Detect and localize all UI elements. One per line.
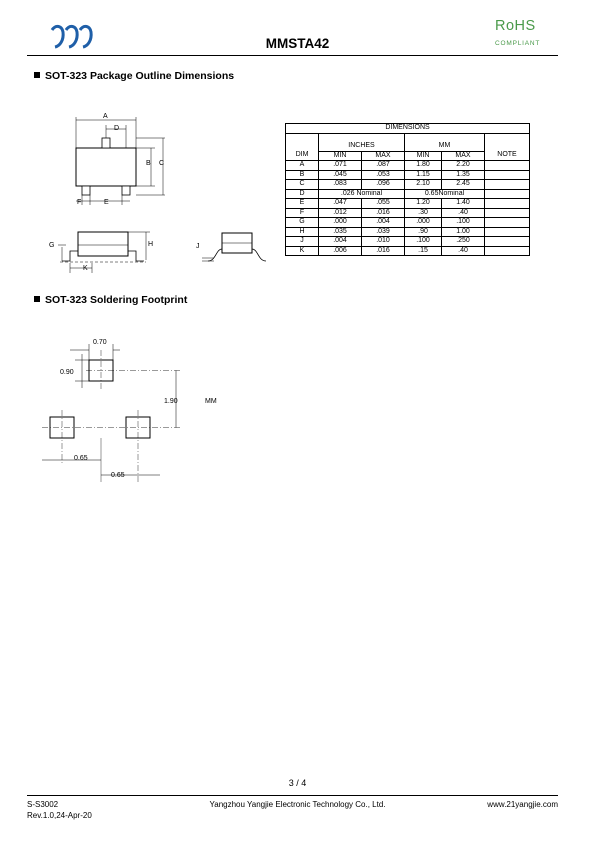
table-cell: .016 xyxy=(362,246,405,256)
dim-label-j: J xyxy=(196,243,200,250)
table-cell: E xyxy=(286,199,319,209)
table-row xyxy=(286,218,530,228)
dim-label-k: K xyxy=(83,265,88,272)
table-cell: .096 xyxy=(362,180,405,190)
package-outline-drawing xyxy=(40,105,280,285)
table-cell: .15 xyxy=(405,246,442,256)
rohs-badge: RoHS xyxy=(495,18,536,34)
table-cell: H xyxy=(286,227,319,237)
table-cell: .012 xyxy=(319,208,362,218)
table-cell: .016 xyxy=(362,208,405,218)
footer-divider xyxy=(27,795,558,796)
table-cell: B xyxy=(286,170,319,180)
inches-min-header: MIN xyxy=(319,151,362,161)
table-cell-note xyxy=(485,180,530,190)
table-cell-note xyxy=(485,237,530,247)
dim-label-a: A xyxy=(103,113,108,120)
table-cell-note xyxy=(485,208,530,218)
table-cell: .047 xyxy=(319,199,362,209)
dim-label-h: H xyxy=(148,241,154,248)
dim-label-e: E xyxy=(104,199,109,206)
table-cell: .035 xyxy=(319,227,362,237)
table-cell-note xyxy=(485,189,530,199)
table-cell: .250 xyxy=(442,237,485,247)
table-cell: G xyxy=(286,218,319,228)
dimensions-table xyxy=(285,123,530,256)
table-cell: D xyxy=(286,189,319,199)
table-cell: F xyxy=(286,208,319,218)
pad-height-label: 0.90 xyxy=(60,369,74,376)
page-title: MMSTA42 xyxy=(265,36,330,51)
pad-width-label: 0.70 xyxy=(93,339,107,346)
table-cell: 2.10 xyxy=(405,180,442,190)
table-row xyxy=(286,180,530,190)
dim-col-header: DIM xyxy=(286,151,319,161)
table-cell: .004 xyxy=(362,218,405,228)
table-cell: J xyxy=(286,237,319,247)
table-cell: .100 xyxy=(405,237,442,247)
table-cell: .90 xyxy=(405,227,442,237)
page-number: 3 / 4 xyxy=(288,778,307,788)
table-cell: .006 xyxy=(319,246,362,256)
website-link[interactable]: www.21yangjie.com xyxy=(487,800,558,809)
table-cell-note xyxy=(485,227,530,237)
table-cell: .30 xyxy=(405,208,442,218)
table-cell: .000 xyxy=(319,218,362,228)
section-package-outline-title: SOT-323 Package Outline Dimensions xyxy=(34,70,234,82)
table-cell: 1.40 xyxy=(442,199,485,209)
table-cell: .40 xyxy=(442,208,485,218)
table-cell: 1.80 xyxy=(405,161,442,171)
soldering-footprint-drawing xyxy=(30,330,250,490)
table-cell: K xyxy=(286,246,319,256)
table-cell: .004 xyxy=(319,237,362,247)
inches-label: INCHES xyxy=(319,142,405,151)
revision-info: Rev.1.0,24-Apr-20 xyxy=(27,811,92,820)
table-row xyxy=(286,161,530,171)
table-cell: .000 xyxy=(405,218,442,228)
table-cell: .071 xyxy=(319,161,362,171)
company-name: Yangzhou Yangjie Electronic Technology Co., Ltd. xyxy=(209,800,386,809)
mm-label: MM xyxy=(405,142,485,151)
table-cell-note xyxy=(485,246,530,256)
table-row xyxy=(286,208,530,218)
pitch-left-label: 0.65 xyxy=(74,455,88,462)
table-cell: 2.45 xyxy=(442,180,485,190)
table-cell: .087 xyxy=(362,161,405,171)
table-cell: 1.35 xyxy=(442,170,485,180)
rohs-compliant-label: COMPLIANT xyxy=(495,40,541,47)
table-cell: 2.20 xyxy=(442,161,485,171)
inches-max-header: MAX xyxy=(362,151,405,161)
table-row xyxy=(286,237,530,247)
dim-label-b: B xyxy=(146,160,151,167)
table-row xyxy=(286,189,530,199)
vertical-pitch-label: 1.90 xyxy=(164,398,178,405)
document-number: S-S3002 xyxy=(27,800,59,809)
note-header: NOTE xyxy=(485,151,530,161)
table-cell: A xyxy=(286,161,319,171)
table-cell-note xyxy=(485,218,530,228)
bullet-square-icon xyxy=(34,296,40,302)
table-cell: .026 Nominal xyxy=(319,189,405,199)
dim-label-c: C xyxy=(159,160,165,167)
table-cell: .40 xyxy=(442,246,485,256)
table-cell: 1.15 xyxy=(405,170,442,180)
section-soldering-footprint-title: SOT-323 Soldering Footprint xyxy=(34,294,187,306)
table-cell: .083 xyxy=(319,180,362,190)
mm-min-header: MIN xyxy=(405,151,442,161)
mm-header xyxy=(405,133,485,142)
unit-label: MM xyxy=(205,398,217,405)
table-cell: .053 xyxy=(362,170,405,180)
inches-header xyxy=(319,133,405,142)
table-cell: .045 xyxy=(319,170,362,180)
table-cell-note xyxy=(485,161,530,171)
table-cell: .039 xyxy=(362,227,405,237)
table-caption: DIMENSIONS xyxy=(286,124,530,134)
dim-label-d: D xyxy=(114,125,120,132)
table-cell: 1.20 xyxy=(405,199,442,209)
table-cell-note xyxy=(485,199,530,209)
pitch-right-label: 0.65 xyxy=(111,472,125,479)
table-row xyxy=(286,170,530,180)
table-row xyxy=(286,227,530,237)
bullet-square-icon xyxy=(34,72,40,78)
header-divider xyxy=(27,55,558,56)
table-cell: .055 xyxy=(362,199,405,209)
table-cell: 0.65Nominal xyxy=(405,189,485,199)
table-cell: .100 xyxy=(442,218,485,228)
table-cell: .010 xyxy=(362,237,405,247)
dim-label-f: F xyxy=(77,199,82,206)
table-row xyxy=(286,199,530,209)
table-cell: C xyxy=(286,180,319,190)
dim-label-g: G xyxy=(49,242,55,249)
table-cell-note xyxy=(485,170,530,180)
table-row xyxy=(286,246,530,256)
mm-max-header: MAX xyxy=(442,151,485,161)
table-cell: 1.00 xyxy=(442,227,485,237)
